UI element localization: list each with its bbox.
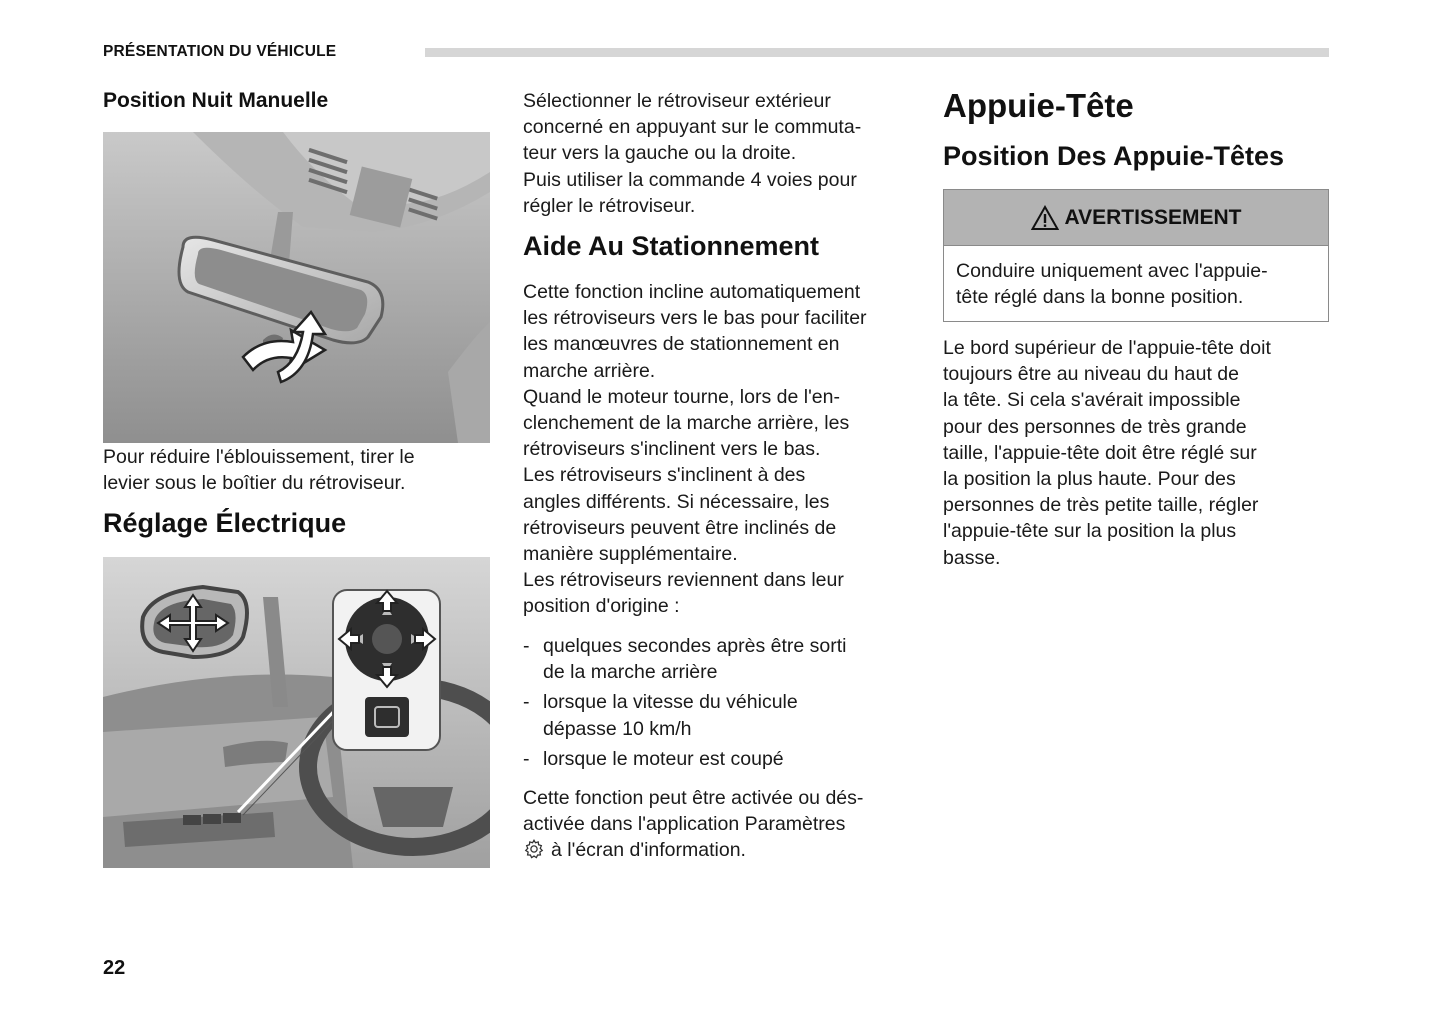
paragraph-selection-retroviseur: Sélectionner le rétroviseur extérieur concerné en appuyant sur le commuta- teur vers la gauche ou la droite. Puis utiliser la commande 4 voies pour régler le rétroviseur. [523,90,862,217]
heading-reglage-electrique: Réglage Électrique [103,508,347,538]
paragraph-eblouissement: Pour réduire l'éblouissement, tirer le levier sous le boîtier du rétroviseur. [103,446,415,495]
page-number: 22 [103,957,126,979]
section-header: PRÉSENTATION DU VÉHICULE [103,43,337,60]
list-item: - lorsque le moteur est coupé [523,747,784,770]
list-item: - quelques secondes après être sorti de la marche arrière [523,635,847,684]
gear-icon [523,838,545,860]
header-rule [425,48,1329,57]
figure-rear-view-mirror [103,132,490,443]
warning-triangle-icon [1031,205,1059,231]
paragraph-appuie-tete: Le bord supérieur de l'appuie-tête doit toujours être au niveau du haut de la tête. Si cela s'avérait impossible pour des personnes de très grande taille, l'appuie-tête doit être réglé sur la position la plus haute. Pour des personnes de très petite taille, régler l'appuie-tête sur la position la plus basse. [943,337,1271,569]
conditions-list [523,633,918,776]
paragraph-activation: Cette fonction peut être activée ou dés- activée dans l'application Paramètres à l'écran d'information. [523,787,864,862]
page-title: Appuie-Tête [943,87,1134,124]
rear-view-mirror-illustration [103,132,490,443]
paragraph-aide-stationnement: Cette fonction incline automatiquement les rétroviseurs vers le bas pour faciliter les manœuvres de stationnement en marche arrière. Quand le moteur tourne, lors de l'en- clenchement de la marche arrière, les rétroviseurs s'inclinent vers le bas. Les rétroviseurs s'inclinent à des angles différents. Si nécessaire, les rétroviseurs peuvent être inclinés de manière supplémentaire. Les rétroviseurs reviennent dans leur position d'origine : [523,281,867,618]
heading-position-nuit: Position Nuit Manuelle [103,89,329,112]
warning-box [943,189,1329,322]
figure-mirror-switch [103,557,490,868]
heading-aide-stationnement: Aide Au Stationnement [523,231,820,261]
list-item: - lorsque la vitesse du véhicule dépasse 10 km/h [523,691,798,740]
heading-position-appuie-tetes: Position Des Appuie-Têtes [943,141,1285,171]
warning-text: Conduire uniquement avec l'appuie- tête réglé dans la bonne position. [956,260,1268,309]
warning-header [944,190,1328,246]
warning-label: AVERTISSEMENT [1064,205,1242,229]
mirror-switch-illustration [103,557,490,868]
